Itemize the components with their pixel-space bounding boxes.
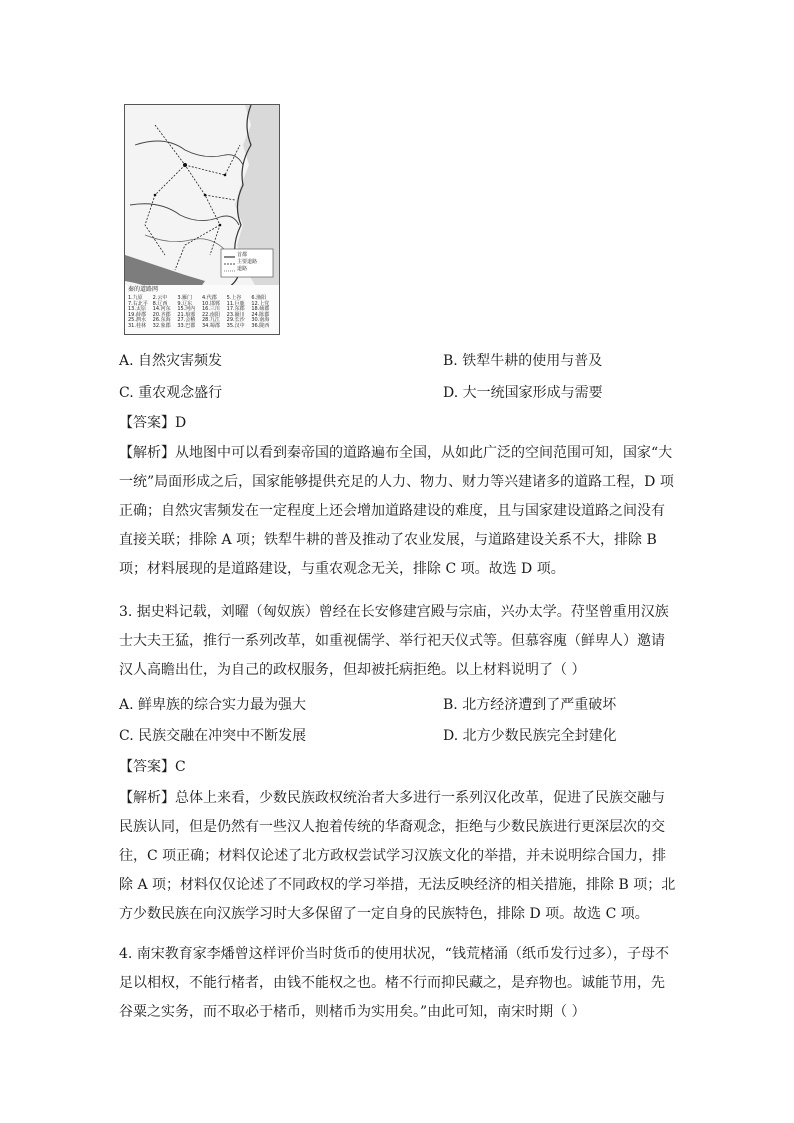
- map-place-entry: 18.砀郡: [251, 306, 270, 313]
- map-place-entry: 4.代郡: [201, 295, 217, 301]
- map-place-entry: 29.长沙: [226, 317, 245, 324]
- q4-stem-line: 足以相权，不能行楮者，由钱不能权之也。楮不行而抑民藏之，是弃物也。诚能节用，先: [119, 975, 665, 991]
- q3-analysis: [119, 784, 679, 929]
- q3-option-b: B. 北方经济遭到了严重破坏: [443, 697, 617, 713]
- map-place-entry: 5.上谷: [226, 295, 242, 301]
- map-legend-capital: 首都: [237, 252, 248, 258]
- map-place-entry: 15.河内: [177, 306, 196, 313]
- qin-road-map-figure: [124, 104, 280, 335]
- q2-option-b: B. 铁犁牛耕的使用与普及: [443, 353, 603, 369]
- map-place-entry: 9.辽东: [177, 300, 193, 307]
- map-place-entry: 10.邯郸: [201, 300, 220, 307]
- q3-option-a: A. 鲜卑族的综合实力最为强大: [119, 697, 307, 713]
- map-place-entry: 22.南阳: [201, 311, 220, 318]
- q2-analysis-line: 一统”局面形成之后，国家能够提供充足的人力、物力、财力等兴建诸多的道路工程，D 项: [119, 474, 674, 490]
- map-legend-road: 道路: [237, 266, 248, 272]
- map-place-entry: 32.象郡: [152, 322, 171, 329]
- map-place-entry: 21.琅邪: [177, 311, 196, 318]
- q4-stem-line: 谷粟之实务，而不取必于楮币，则楮币为实用矣。”由此可知，南宋时期（ ）: [119, 1004, 586, 1020]
- q3-option-d: D. 北方少数民族完全封建化: [443, 728, 617, 744]
- map-place-entry: 8.辽西: [152, 300, 168, 307]
- q4-stem: [119, 940, 679, 1027]
- q3-stem-line: 汉人高瞻出仕，为自己的政权服务，但却被托病拒绝。以上材料说明了（ ）: [119, 662, 586, 678]
- map-place-entry: 11.巨鹿: [226, 300, 245, 307]
- q2-answer: 【答案】D: [119, 415, 187, 431]
- map-place-entry: 26.东海: [152, 317, 171, 324]
- q3-option-c: C. 民族交融在冲突中不断发展: [119, 728, 307, 744]
- map-place-entry: 17.东郡: [226, 306, 245, 313]
- map-place-entry: 28.九江: [201, 317, 220, 324]
- map-place-entry: 24.陈郡: [251, 311, 270, 318]
- map-place-entry: 33.巴郡: [177, 322, 196, 329]
- q2-option-a: A. 自然灾害频发: [119, 353, 223, 369]
- map-place-entry: 16.三川: [201, 306, 220, 313]
- q3-analysis-line: 民族认同，但是仍然有一些汉人抱着传统的华裔观念，拒绝与少数民族进行更深层次的交: [119, 819, 665, 835]
- map-place-table: [128, 296, 276, 330]
- map-place-entry: 35.汉中: [226, 322, 245, 329]
- map-place-entry: 2.云中: [152, 295, 168, 301]
- q3-analysis-line: 往，C 项正确；材料仅论述了北方政权尝试学习汉族文化的举措，并未说明综合国力，排: [119, 848, 667, 864]
- map-legend-key: [237, 252, 257, 273]
- map-place-entry: 14.河东: [152, 306, 171, 313]
- map-place-entry: 1.九原: [128, 295, 143, 301]
- map-legend-main-road: 主要道路: [237, 259, 258, 265]
- q2-analysis: [119, 439, 679, 584]
- map-place-entry: 12.上党: [251, 300, 270, 307]
- q3-stem-line: 3. 据史料记载，刘曜（匈奴族）曾经在长安修建宫殿与宗庙，兴办太学。苻坚曾重用汉族: [119, 604, 669, 620]
- q2-option-d: D. 大一统国家形成与需要: [443, 385, 603, 401]
- map-place-entry: 36.陇西: [251, 322, 270, 329]
- map-legend-title: 秦的道路网: [128, 286, 159, 293]
- map-place-entry: 25.泗水: [128, 317, 146, 324]
- q2-analysis-line: 正确；自然灾害频发在一定程度上还会增加道路建设的难度，且与国家建设道路之间没有: [119, 503, 665, 519]
- map-place-entry: 3.雁门: [177, 295, 193, 301]
- map-place-entry: 6.渔阳: [251, 295, 267, 301]
- q3-analysis-line: 方少数民族在向汉族学习时大多保留了一定自身的民族特色，排除 D 项。故选 C 项。: [119, 906, 649, 922]
- map-place-entry: 7.右北平: [128, 300, 148, 307]
- q4-stem-line: 4. 南宋教育家李燔曾这样评价当时货币的使用状况，“钱荒楮涌（纸币发行过多），子母不: [119, 946, 669, 962]
- map-place-entry: 30.南海: [251, 317, 270, 324]
- q3-stem: [119, 598, 679, 685]
- map-place-entry: 19.薛郡: [128, 311, 146, 318]
- q2-analysis-line: 【解析】从地图中可以看到秦帝国的道路遍布全国，从如此广泛的空间范围可知，国家“大: [119, 445, 673, 461]
- map-place-entry: 31.桂林: [128, 322, 146, 329]
- map-place-entry: 20.齐郡: [152, 311, 171, 318]
- map-place-entry: 34.蜀郡: [201, 322, 220, 329]
- map-place-entry: 27.会稽: [177, 317, 196, 324]
- q2-analysis-line: 项；材料展现的是道路建设，与重农观念无关，排除 C 项。故选 D 项。: [119, 561, 565, 577]
- q2-option-c: C. 重农观念盛行: [119, 385, 223, 401]
- q3-stem-line: 士大夫王猛，推行一系列改革，如重视儒学、举行祀天仪式等。但慕容廆（鲜卑人）邀请: [119, 633, 665, 649]
- q3-analysis-line: 除 A 项；材料仅仅论述了不同政权的学习举措，无法反映经济的相关措施，排除 B 项；北: [119, 877, 676, 893]
- map-place-entry: 23.颍川: [226, 311, 245, 318]
- q3-answer: 【答案】C: [119, 759, 186, 775]
- map-place-entry: 13.太原: [128, 306, 146, 313]
- q3-analysis-line: 【解析】总体上来看，少数民族政权统治者大多进行一系列汉化改革，促进了民族交融与: [119, 790, 665, 806]
- q2-analysis-line: 直接关联；排除 A 项；铁犁牛耕的普及推动了农业发展，与道路建设关系不大，排除 B: [119, 532, 657, 548]
